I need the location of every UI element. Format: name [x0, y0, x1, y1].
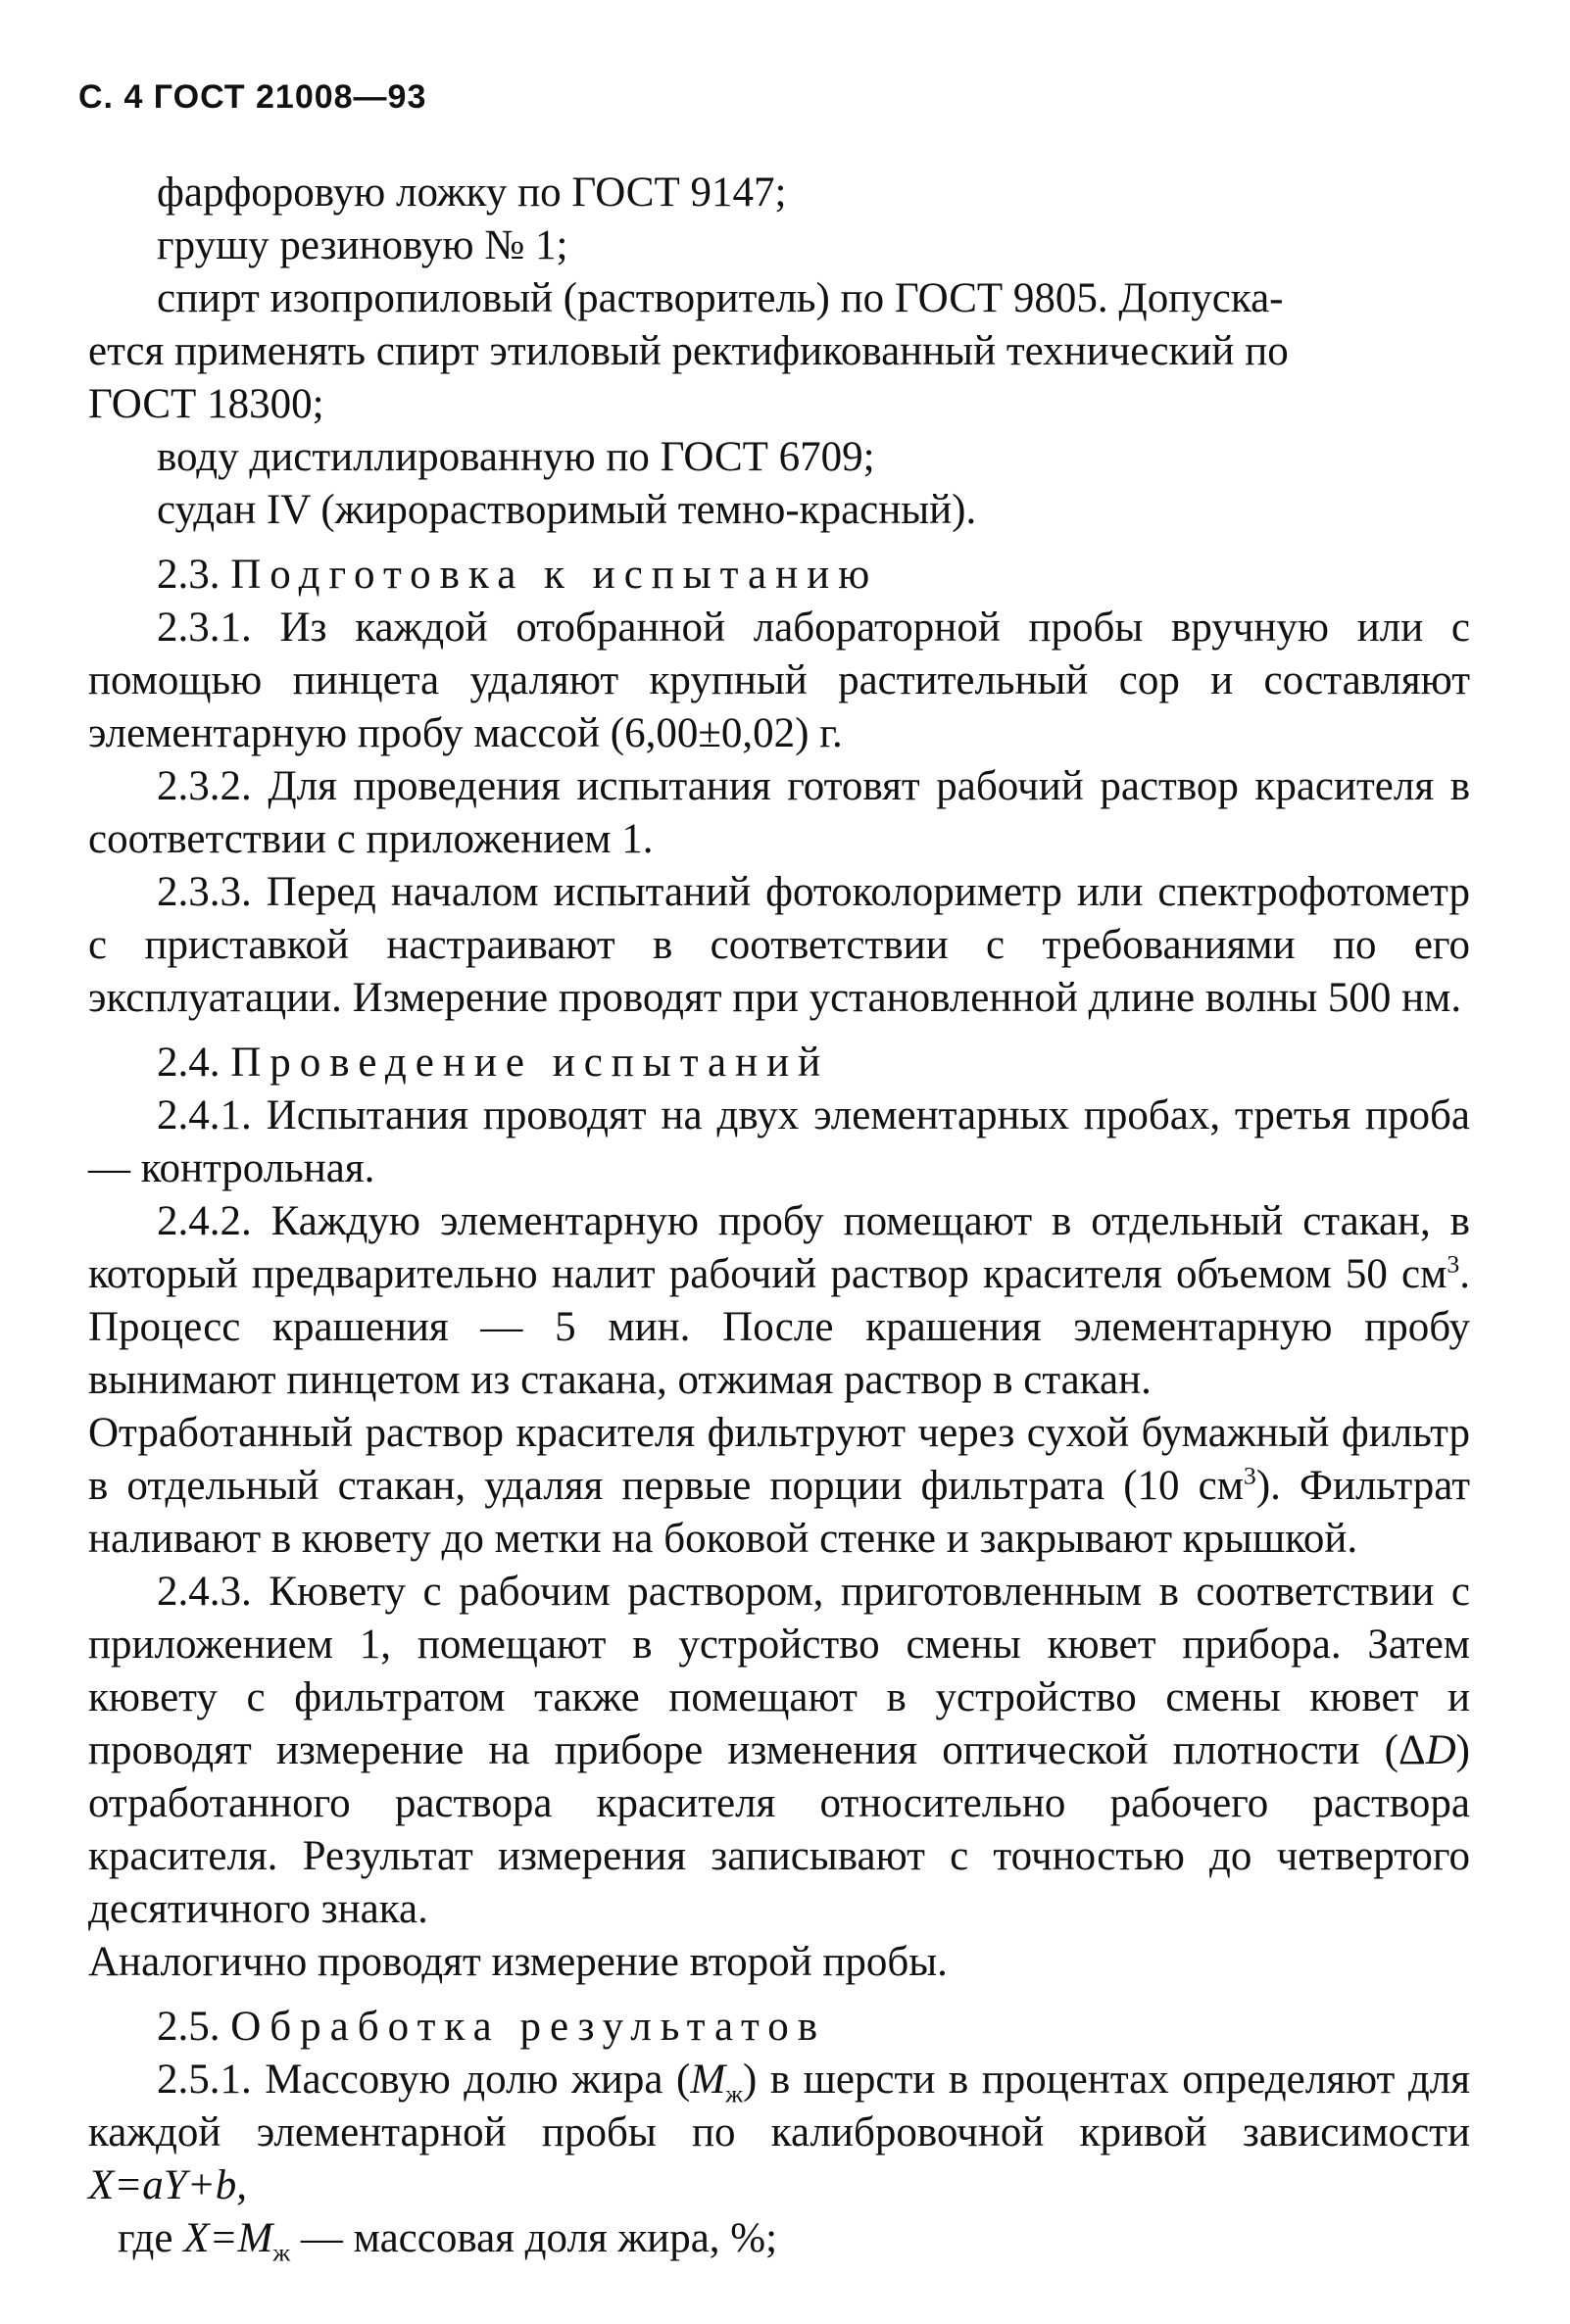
list-item: судан IV (жирорастворимый темно-красный).: [157, 487, 977, 533]
paragraph-2-3-2: 2.3.2. Для проведения испытания готовят рабочий раствор красителя в соответствии с приложением 1.: [88, 763, 1470, 862]
paragraph-2-3-1: 2.3.1. Из каждой отобранной лабораторной пробы вручную или с помощью пинцета удаляют крупный растительный сор и составляют элементарную пробу массой (6,00±0,02) г.: [88, 605, 1470, 756]
section-number: 2.3.: [157, 552, 221, 598]
paragraph-2-4-3-cont: Аналогично проводят измерение второй пробы.: [88, 1939, 948, 1985]
section-title: Проведение испытаний: [230, 1040, 830, 1086]
section-title: Подготовка к испытанию: [230, 552, 879, 598]
section-number: 2.5.: [157, 2004, 221, 2050]
list-item: фарфоровую ложку по ГОСТ 9147;: [157, 169, 787, 216]
list-item: спирт изопропиловый (растворитель) по ГОСТ 9805. Допуска-: [157, 275, 1284, 321]
list-item: грушу резиновую № 1;: [157, 222, 568, 268]
list-item: воду дистиллированную по ГОСТ 6709;: [157, 434, 875, 480]
paragraph-2-4-2-cont: Отработанный раствор красителя фильтруют через сухой бумажный фильтр в отдельный стакан, удаляя первые порции фильтрата (10 $см^3$). Фильтрат наливают в кювету до метки на боковой стенке и закрывают крышкой.: [88, 1410, 1470, 1562]
paragraph-2-4-2: 2.4.2. Каждую элементарную пробу помещают в отдельный стакан, в который предварительно налит рабочий раствор красителя объемом 50 $см^3$. Процесс крашения — 5 мин. После крашения элементарную пробу вынимают пинцетом из стакана, отжимая раствор в стакан.: [88, 1198, 1470, 1403]
section-title: Обработка результатов: [230, 2004, 826, 2050]
formula-where: где $X=M_ж$ — массовая доля жира, %;: [118, 2215, 778, 2267]
section-heading-2-3: [88, 549, 1470, 602]
section-number: 2.4.: [157, 1040, 221, 1086]
paragraph-2-4-3: 2.4.3. Кювету с рабочим раствором, приготовленным в соответствии с приложением 1, помещают в устройство смены кювет прибора. Затем кювету с фильтратом также помещают в устройство смены кювет и проводят измерение на приборе изменения оптической плотности (ΔD) отработанного раствора красителя относительно рабочего раствора красителя. Результат измерения записывают с точностью до четвертого десятичного знака.: [88, 1569, 1470, 1932]
paragraph-2-5-1: 2.5.1. Массовую долю жира $(M_ж)$ в шерсти в процентах определяют для каждой элементарной пробы по калибровочной кривой зависимости X=aY+b,: [88, 2057, 1470, 2208]
section-heading-2-4: [88, 1037, 1470, 1089]
document-body: [88, 167, 1470, 2265]
section-heading-2-5: [88, 2001, 1470, 2054]
list-item-continuation: ГОСТ 18300;: [88, 381, 324, 427]
paragraph-2-4-1: 2.4.1. Испытания проводят на двух элементарных пробах, третья проба — контрольная.: [88, 1092, 1470, 1191]
list-item-continuation: ется применять спирт этиловый ректификованный технический по: [88, 328, 1289, 374]
page-header: С. 4 ГОСТ 21008—93: [78, 78, 427, 116]
paragraph-2-3-3: 2.3.3. Перед началом испытаний фотоколориметр или спектрофотометр с приставкой настраивают в соответствии с требованиями по его эксплуатации. Измерение проводят при установленной длине волны 500 нм.: [88, 869, 1470, 1021]
